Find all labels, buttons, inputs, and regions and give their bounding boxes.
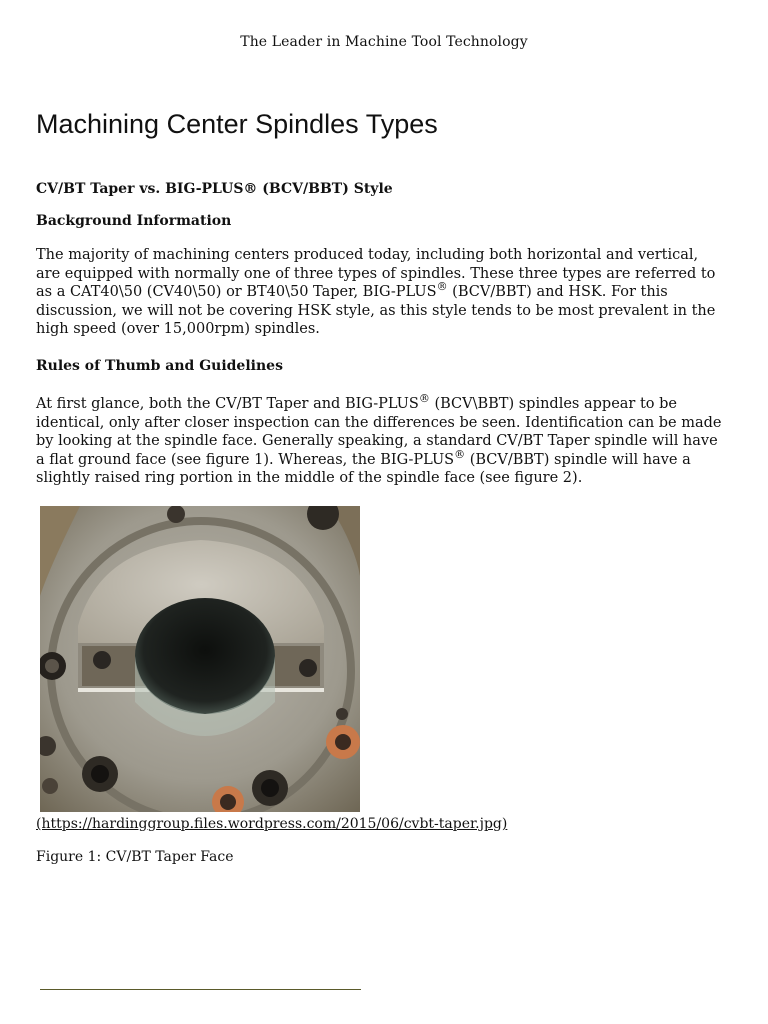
page-title: Machining Center Spindles Types <box>36 109 438 139</box>
subtitle: CV/BT Taper vs. BIG-PLUS® (BCV/BBT) Style <box>36 181 393 197</box>
paragraph-rules: At first glance, both the CV/BT Taper and BIG-PLUS® (BCV\BBT) spindles appear to be identical, only after closer inspection can the differences be seen. Identification can be made by looking at the spindle face. Generally speaking, a standard CV/BT Taper spindle will have a flat ground face (see figure 1). Whereas, the BIG-PLUS® (BCV/BBT) spindle will have a slightly raised ring portion in the middle of the spindle face (see figure 2). <box>36 392 722 486</box>
page-header: The Leader in Machine Tool Technology <box>240 34 528 50</box>
paragraph-background: The majority of machining centers produced today, including both horizontal and vertical, are equipped with normally one of three types of spindles. These three types are referred to as a CAT40\50 (CV40\50) or BT40\50 Taper, BIG-PLUS® (BCV/BBT) and HSK. For this discussion, we will not be covering HSK style, as this style tends to be most prevalent in the high speed (over 15,000rpm) spindles. <box>36 247 716 337</box>
section-heading-rules: Rules of Thumb and Guidelines <box>36 358 283 374</box>
figure-caption: Figure 1: CV/BT Taper Face <box>36 849 234 865</box>
figure-source-link[interactable]: (https://hardinggroup.files.wordpress.com/2015/06/cvbt-taper.jpg) <box>36 816 508 832</box>
spindle-face-photo <box>40 506 360 812</box>
bottom-divider <box>40 989 361 990</box>
section-heading-background: Background Information <box>36 213 232 229</box>
